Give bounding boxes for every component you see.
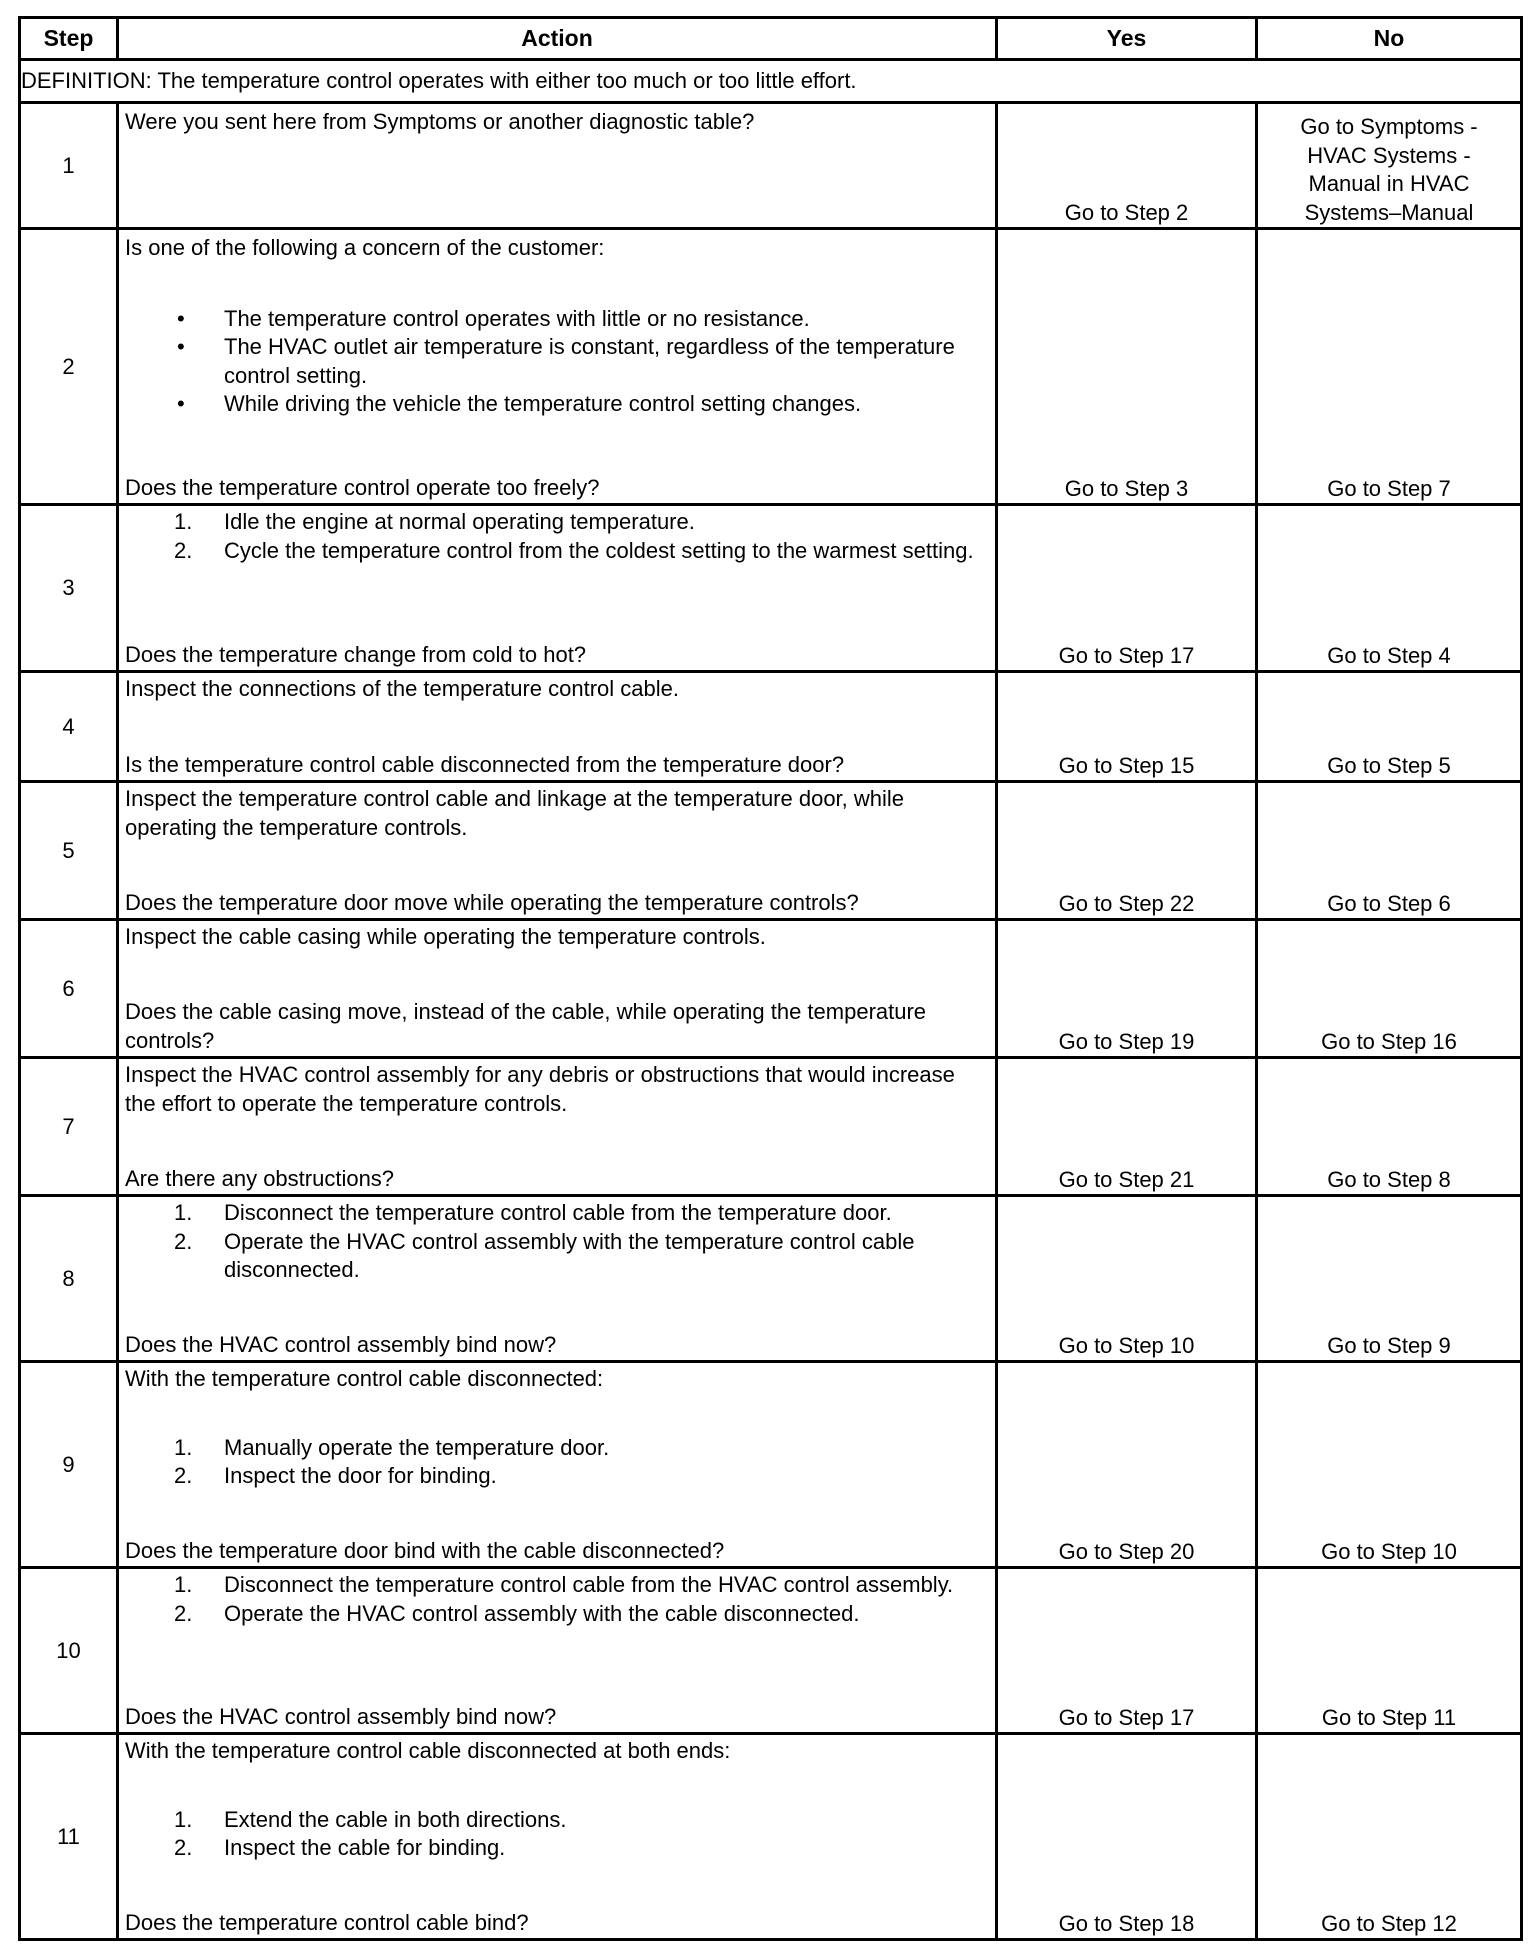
action-cell xyxy=(118,1568,997,1734)
table-row xyxy=(20,229,1522,505)
question-text: Does the temperature change from cold to hot? xyxy=(125,641,587,667)
action-cell xyxy=(118,1734,997,1940)
intro-text: With the temperature control cable disconnected: xyxy=(125,1366,604,1391)
action-cell xyxy=(118,1058,997,1196)
list-item: • The temperature control operates with little or no resistance. xyxy=(177,305,810,331)
no-cell: Go to Step 9 xyxy=(1257,1196,1522,1362)
step-number: 9 xyxy=(20,1362,118,1568)
no-cell: Go to Step 10 xyxy=(1257,1362,1522,1568)
list-item: 2. Cycle the temperature control from the coldest setting to the warmest setting. xyxy=(174,537,974,563)
yes-cell: Go to Step 22 xyxy=(997,782,1257,920)
diagnostic-table xyxy=(18,16,1523,1941)
yes-cell: Go to Step 10 xyxy=(997,1196,1257,1362)
list-item: 1. Manually operate the temperature door. xyxy=(174,1434,610,1460)
question-text: Are there any obstructions? xyxy=(125,1165,395,1191)
step-number: 8 xyxy=(20,1196,118,1362)
table-row xyxy=(20,1058,1522,1196)
table-row xyxy=(20,920,1522,1058)
numbered-list xyxy=(125,1571,991,1628)
yes-cell: Go to Step 19 xyxy=(997,920,1257,1058)
definition-text: DEFINITION: The temperature control operates with either too much or too little effort. xyxy=(20,60,1522,103)
list-item: • While driving the vehicle the temperature control setting changes. xyxy=(177,391,862,416)
no-cell: Go to Step 4 xyxy=(1257,505,1522,672)
action-cell xyxy=(118,920,997,1058)
action-cell xyxy=(118,1362,997,1568)
question-text: Is the temperature control cable disconnected from the temperature door? xyxy=(125,751,845,777)
table-row xyxy=(20,103,1522,229)
action-cell xyxy=(118,505,997,672)
action-cell xyxy=(118,782,997,920)
table-row xyxy=(20,782,1522,920)
yes-cell: Go to Step 21 xyxy=(997,1058,1257,1196)
yes-cell: Go to Step 18 xyxy=(997,1734,1257,1940)
no-cell: Go to Step 11 xyxy=(1257,1568,1522,1734)
list-item: 2. Operate the HVAC control assembly with the cable disconnected. xyxy=(174,1600,860,1626)
step-number: 1 xyxy=(20,103,118,229)
definition-row xyxy=(20,60,1522,103)
no-cell: Go to Step 16 xyxy=(1257,920,1522,1058)
table-row xyxy=(20,505,1522,672)
action-cell xyxy=(118,229,997,505)
step-number: 2 xyxy=(20,229,118,505)
step-number: 5 xyxy=(20,782,118,920)
header-yes: Yes xyxy=(997,18,1257,60)
question-text: Were you sent here from Symptoms or another diagnostic table? xyxy=(125,109,755,134)
action-cell xyxy=(118,672,997,782)
question-text: Does the cable casing move, instead of the cable, while operating the temperature controls? xyxy=(125,999,927,1053)
header-step: Step xyxy=(20,18,118,60)
step-number: 4 xyxy=(20,672,118,782)
question-text: Does the temperature door bind with the cable disconnected? xyxy=(125,1537,725,1563)
action-cell xyxy=(118,1196,997,1362)
no-cell: Go to Step 12 xyxy=(1257,1734,1522,1940)
step-number: 7 xyxy=(20,1058,118,1196)
question-text: Does the temperature door move while operating the temperature controls? xyxy=(125,889,859,915)
intro-text: Inspect the temperature control cable and linkage at the temperature door, while operating the temperature controls. xyxy=(125,786,905,840)
list-item: 1. Disconnect the temperature control cable from the temperature door. xyxy=(174,1200,892,1225)
no-cell: Go to Symptoms - HVAC Systems - Manual in HVAC Systems–Manual xyxy=(1257,103,1522,229)
list-item: • The HVAC outlet air temperature is constant, regardless of the temperature control setting. xyxy=(177,334,955,388)
yes-cell: Go to Step 17 xyxy=(997,1568,1257,1734)
yes-cell: Go to Step 3 xyxy=(997,229,1257,505)
yes-cell: Go to Step 20 xyxy=(997,1362,1257,1568)
intro-text: Inspect the connections of the temperature control cable. xyxy=(125,676,679,701)
table-row xyxy=(20,1196,1522,1362)
header-no: No xyxy=(1257,18,1522,60)
no-cell: Go to Step 8 xyxy=(1257,1058,1522,1196)
no-cell: Go to Step 7 xyxy=(1257,229,1522,505)
list-item: 2. Inspect the cable for binding. xyxy=(174,1835,506,1860)
table-row xyxy=(20,1568,1522,1734)
numbered-list xyxy=(125,1199,991,1285)
intro-text: With the temperature control cable disconnected at both ends: xyxy=(125,1738,731,1763)
yes-cell: Go to Step 2 xyxy=(997,103,1257,229)
numbered-list xyxy=(125,1434,991,1491)
table-row xyxy=(20,1362,1522,1568)
no-cell: Go to Step 6 xyxy=(1257,782,1522,920)
step-number: 3 xyxy=(20,505,118,672)
table-header-row xyxy=(20,18,1522,60)
question-text: Does the temperature control cable bind? xyxy=(125,1909,529,1935)
list-item: 2. Inspect the door for binding. xyxy=(174,1463,497,1488)
list-item: 2. Operate the HVAC control assembly with the temperature control cable disconnected. xyxy=(174,1228,915,1282)
question-text: Does the temperature control operate too freely? xyxy=(125,474,600,500)
numbered-list xyxy=(125,508,991,565)
step-number: 11 xyxy=(20,1734,118,1940)
yes-cell: Go to Step 17 xyxy=(997,505,1257,672)
numbered-list xyxy=(125,1806,991,1863)
step-number: 10 xyxy=(20,1568,118,1734)
table-row xyxy=(20,672,1522,782)
intro-text: Inspect the HVAC control assembly for any debris or obstructions that would increase the effort to operate the temperature controls. xyxy=(125,1062,955,1116)
header-action: Action xyxy=(118,18,997,60)
intro-text: Inspect the cable casing while operating the temperature controls. xyxy=(125,924,766,949)
table-row xyxy=(20,1734,1522,1940)
question-text: Does the HVAC control assembly bind now? xyxy=(125,1703,557,1729)
bullet-list xyxy=(125,305,991,419)
step-number: 6 xyxy=(20,920,118,1058)
no-cell: Go to Step 5 xyxy=(1257,672,1522,782)
action-cell xyxy=(118,103,997,229)
question-text: Does the HVAC control assembly bind now? xyxy=(125,1331,557,1357)
intro-text: Is one of the following a concern of the customer: xyxy=(125,235,605,260)
list-item: 1. Extend the cable in both directions. xyxy=(174,1806,567,1832)
list-item: 1. Disconnect the temperature control cable from the HVAC control assembly. xyxy=(174,1572,954,1597)
yes-cell: Go to Step 15 xyxy=(997,672,1257,782)
list-item: 1. Idle the engine at normal operating temperature. xyxy=(174,509,695,534)
